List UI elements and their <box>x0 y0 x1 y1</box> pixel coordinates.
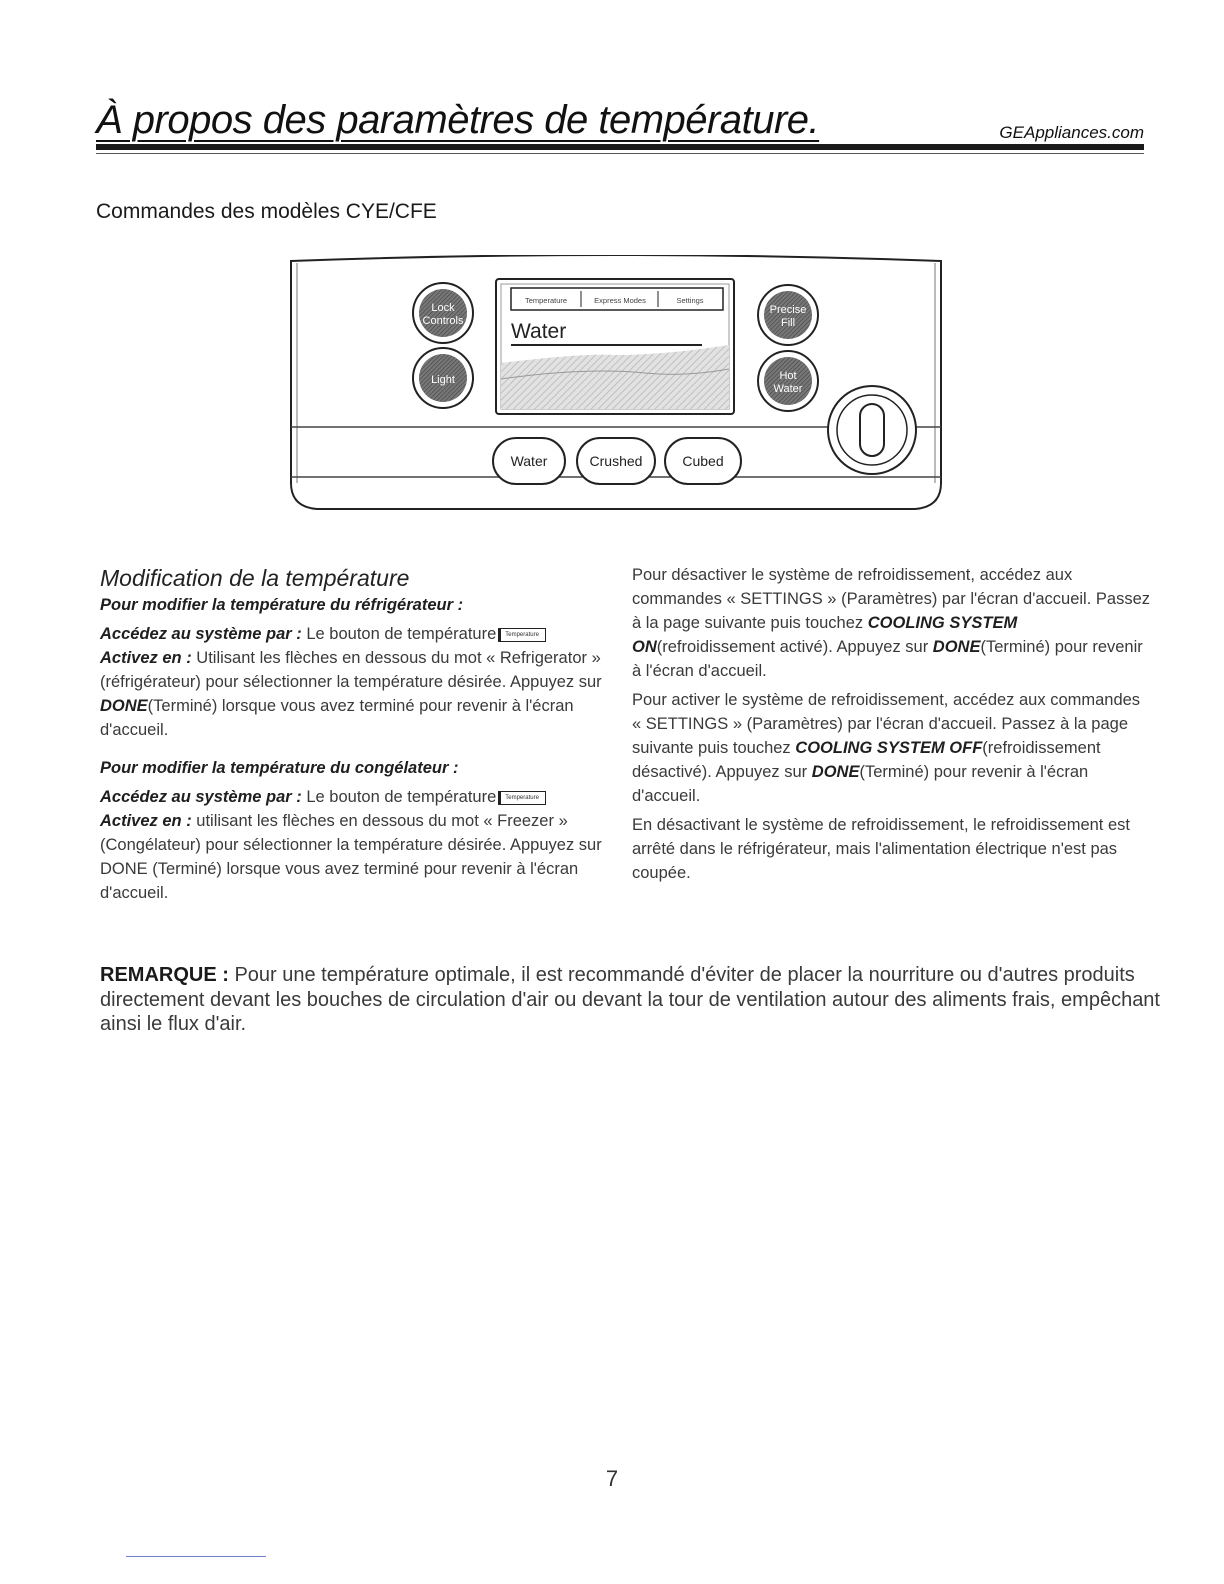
tab-express-modes[interactable]: Express Modes <box>594 296 646 305</box>
page-number: 7 <box>605 1466 619 1491</box>
screen-title: Water <box>511 320 567 343</box>
precise-fill-label-2: Fill <box>780 317 796 329</box>
header-rule-thick <box>96 144 1144 150</box>
fridge-access-text: Le bouton de température <box>306 625 497 643</box>
fridge-activate-text-1: Utilisant les flèches en dessous du mot « Refrigerator » (réfrigérateur) pour sélectionner la température désirée. Appuyez sur <box>100 649 602 691</box>
tab-temperature[interactable]: Temperature <box>524 296 568 305</box>
cooling-off-text-a: Pour désactiver le système de refroidissement, accédez aux commandes « SETTINGS » (Paramètres) par l'écran d'accueil. Passez à la page suivante puis touchez <box>632 566 1150 632</box>
cooling-off-done-keyword: DONE <box>932 638 981 656</box>
page-title: À propos des paramètres de température. <box>96 98 820 142</box>
left-column <box>100 563 610 905</box>
fridge-activate-text-2: (Terminé) lorsque vous avez terminé pour revenir à l'écran d'accueil. <box>100 697 574 739</box>
website-link: GEAppliances.com <box>999 123 1144 142</box>
right-column <box>632 563 1152 885</box>
hot-water-label-2: Water <box>773 383 803 395</box>
cooling-note-paragraph: En désactivant le système de refroidissement, le refroidissement est arrêté dans le réfrigérateur, mais l'alimentation électrique n'est pas coupée. <box>632 816 1130 882</box>
cooling-on-text-a: Pour activer le système de refroidissement, accédez aux commandes « SETTINGS » (Paramètres) par l'écran d'accueil. Passez à la page suivante puis touchez <box>632 691 1141 757</box>
remark-text: Pour une température optimale, il est recommandé d'éviter de placer la nourriture ou d'autres produits directement devant les bouches de circulation d'air ou devant la tour de ventilation autour des aliments frais, empêchant ainsi le flux d'air. <box>100 964 1160 1035</box>
freezer-activate-text: utilisant les flèches en dessous du mot « Freezer » (Congélateur) pour sélectionner la température désirée. Appuyez sur DONE (Terminé) lorsque vous avez terminé pour revenir à l'écran d'accueil. <box>100 812 602 902</box>
fridge-activate-paragraph <box>100 646 610 742</box>
lock-controls-label-2: Controls <box>422 315 464 327</box>
fridge-access-paragraph <box>100 622 610 646</box>
water-dispense-label: Water <box>510 453 548 469</box>
hot-water-button[interactable] <box>758 351 818 411</box>
cooling-off-text-b: (refroidissement activé). Appuyez sur <box>656 638 929 656</box>
cooling-on-keyword: COOLING SYSTEM OFF <box>795 739 983 757</box>
cooling-off-text-c: (Terminé) pour revenir à l'écran d'accueil. <box>632 638 1143 680</box>
temperature-badge-icon: Temperature <box>498 628 546 642</box>
cooling-on-text-b: (refroidissement désactivé). Appuyez sur <box>632 739 1101 781</box>
section-heading: Commandes des modèles CYE/CFE <box>96 200 437 223</box>
header-rule-thin <box>96 153 1144 154</box>
precise-fill-button[interactable] <box>758 285 818 345</box>
freezer-subheading: Pour modifier la température du congélateur : <box>100 759 459 777</box>
control-panel-diagram <box>285 255 950 523</box>
cubed-dispense-label: Cubed <box>682 453 724 469</box>
precise-fill-label-1: Precise <box>769 304 807 316</box>
fridge-done-keyword: DONE <box>100 697 148 715</box>
cubed-dispense-button[interactable] <box>665 438 741 484</box>
freezer-activate-label: Activez en : <box>100 812 192 830</box>
cooling-on-paragraph <box>632 688 1152 808</box>
dispenser-knob[interactable] <box>828 386 916 474</box>
freezer-access-paragraph <box>100 785 610 809</box>
crushed-dispense-button[interactable] <box>577 438 655 484</box>
tab-settings[interactable]: Settings <box>676 296 704 305</box>
fridge-access-label: Accédez au système par : <box>100 625 302 643</box>
cooling-on-text-c: (Terminé) pour revenir à l'écran d'accueil. <box>632 763 1089 805</box>
lock-controls-label-1: Lock <box>431 302 455 314</box>
modification-heading: Modification de la température <box>100 565 410 591</box>
freezer-access-label: Accédez au système par : <box>100 788 302 806</box>
light-label: Light <box>431 374 455 386</box>
temperature-badge-icon: Temperature <box>498 791 546 805</box>
footnote-rule <box>126 1556 266 1557</box>
water-dispense-button[interactable] <box>493 438 565 484</box>
freezer-activate-paragraph <box>100 809 610 905</box>
freezer-access-text: Le bouton de température <box>306 788 497 806</box>
lock-controls-button[interactable] <box>413 283 473 343</box>
remark-paragraph <box>100 963 1160 1037</box>
fridge-activate-label: Activez en : <box>100 649 192 667</box>
remark-label: REMARQUE : <box>100 964 229 986</box>
cooling-off-keyword: COOLING SYSTEM ON <box>632 614 1018 656</box>
cooling-off-paragraph <box>632 563 1152 683</box>
crushed-dispense-label: Crushed <box>589 453 643 469</box>
hot-water-label-1: Hot <box>779 370 797 382</box>
fridge-subheading: Pour modifier la température du réfrigérateur : <box>100 596 464 614</box>
light-button[interactable] <box>413 348 473 408</box>
cooling-on-done-keyword: DONE <box>811 763 860 781</box>
